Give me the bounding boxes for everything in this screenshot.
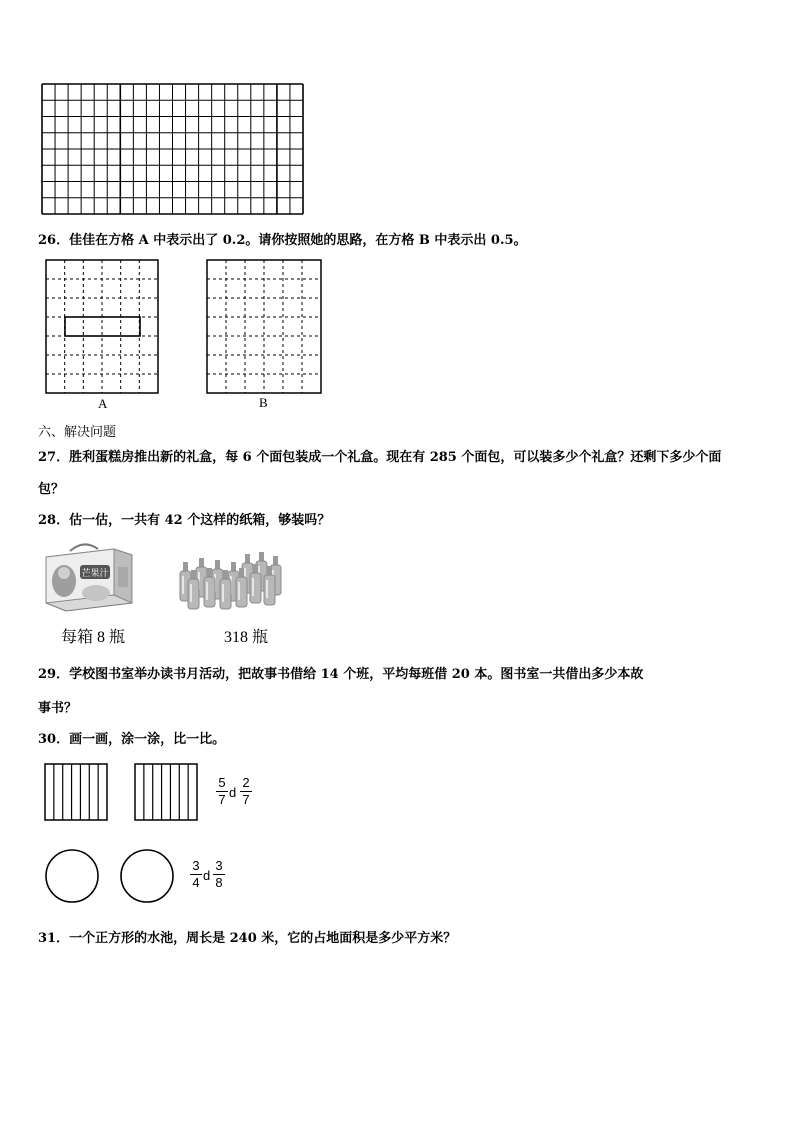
question-26-text: 26．佳佳在方格 A 中表示出了 0.2。请你按照她的思路，在方格 B 中表示出 0.5。 xyxy=(38,233,527,248)
question-30-text: 30．画一画，涂一涂，比一比。 xyxy=(38,732,226,747)
fraction-3-4: 3 4 xyxy=(190,859,202,890)
grid-a-label: A xyxy=(98,396,108,411)
compare-symbol-1: d xyxy=(229,785,237,800)
section-title: 六、解决问题 xyxy=(38,425,117,440)
question-27-line2: 包？ xyxy=(38,482,65,497)
compare-symbol-2: d xyxy=(203,868,211,883)
question-28-text: 28．估一估，一共有 42 个这样的纸箱，够装吗？ xyxy=(38,513,331,528)
grid-b-label: B xyxy=(259,395,268,410)
fraction-2-7: 2 7 xyxy=(240,776,252,807)
fraction-3-8: 3 8 xyxy=(213,859,225,890)
question-29-line1: 29．学校图书室举办读书月活动，把故事书借给 14 个班，平均每班借 20 本。图书室一共借出多少本故 xyxy=(38,667,644,682)
juice-box-brand: 芒果汁 xyxy=(81,569,109,579)
question-27-line1: 27．胜利蛋糕房推出新的礼盒，每 6 个面包装成一个礼盒。现在有 285 个面包，可以装多少个礼盒？还剩下多少个面 xyxy=(38,450,722,465)
box-caption: 每箱 8 瓶 xyxy=(61,629,126,646)
question-31-text: 31．一个正方形的水池，周长是 240 米，它的占地面积是多少平方米？ xyxy=(38,931,457,946)
fraction-5-7: 5 7 xyxy=(216,776,228,807)
bottles-caption: 318 瓶 xyxy=(224,629,269,646)
question-29-line2: 事书？ xyxy=(38,701,78,716)
